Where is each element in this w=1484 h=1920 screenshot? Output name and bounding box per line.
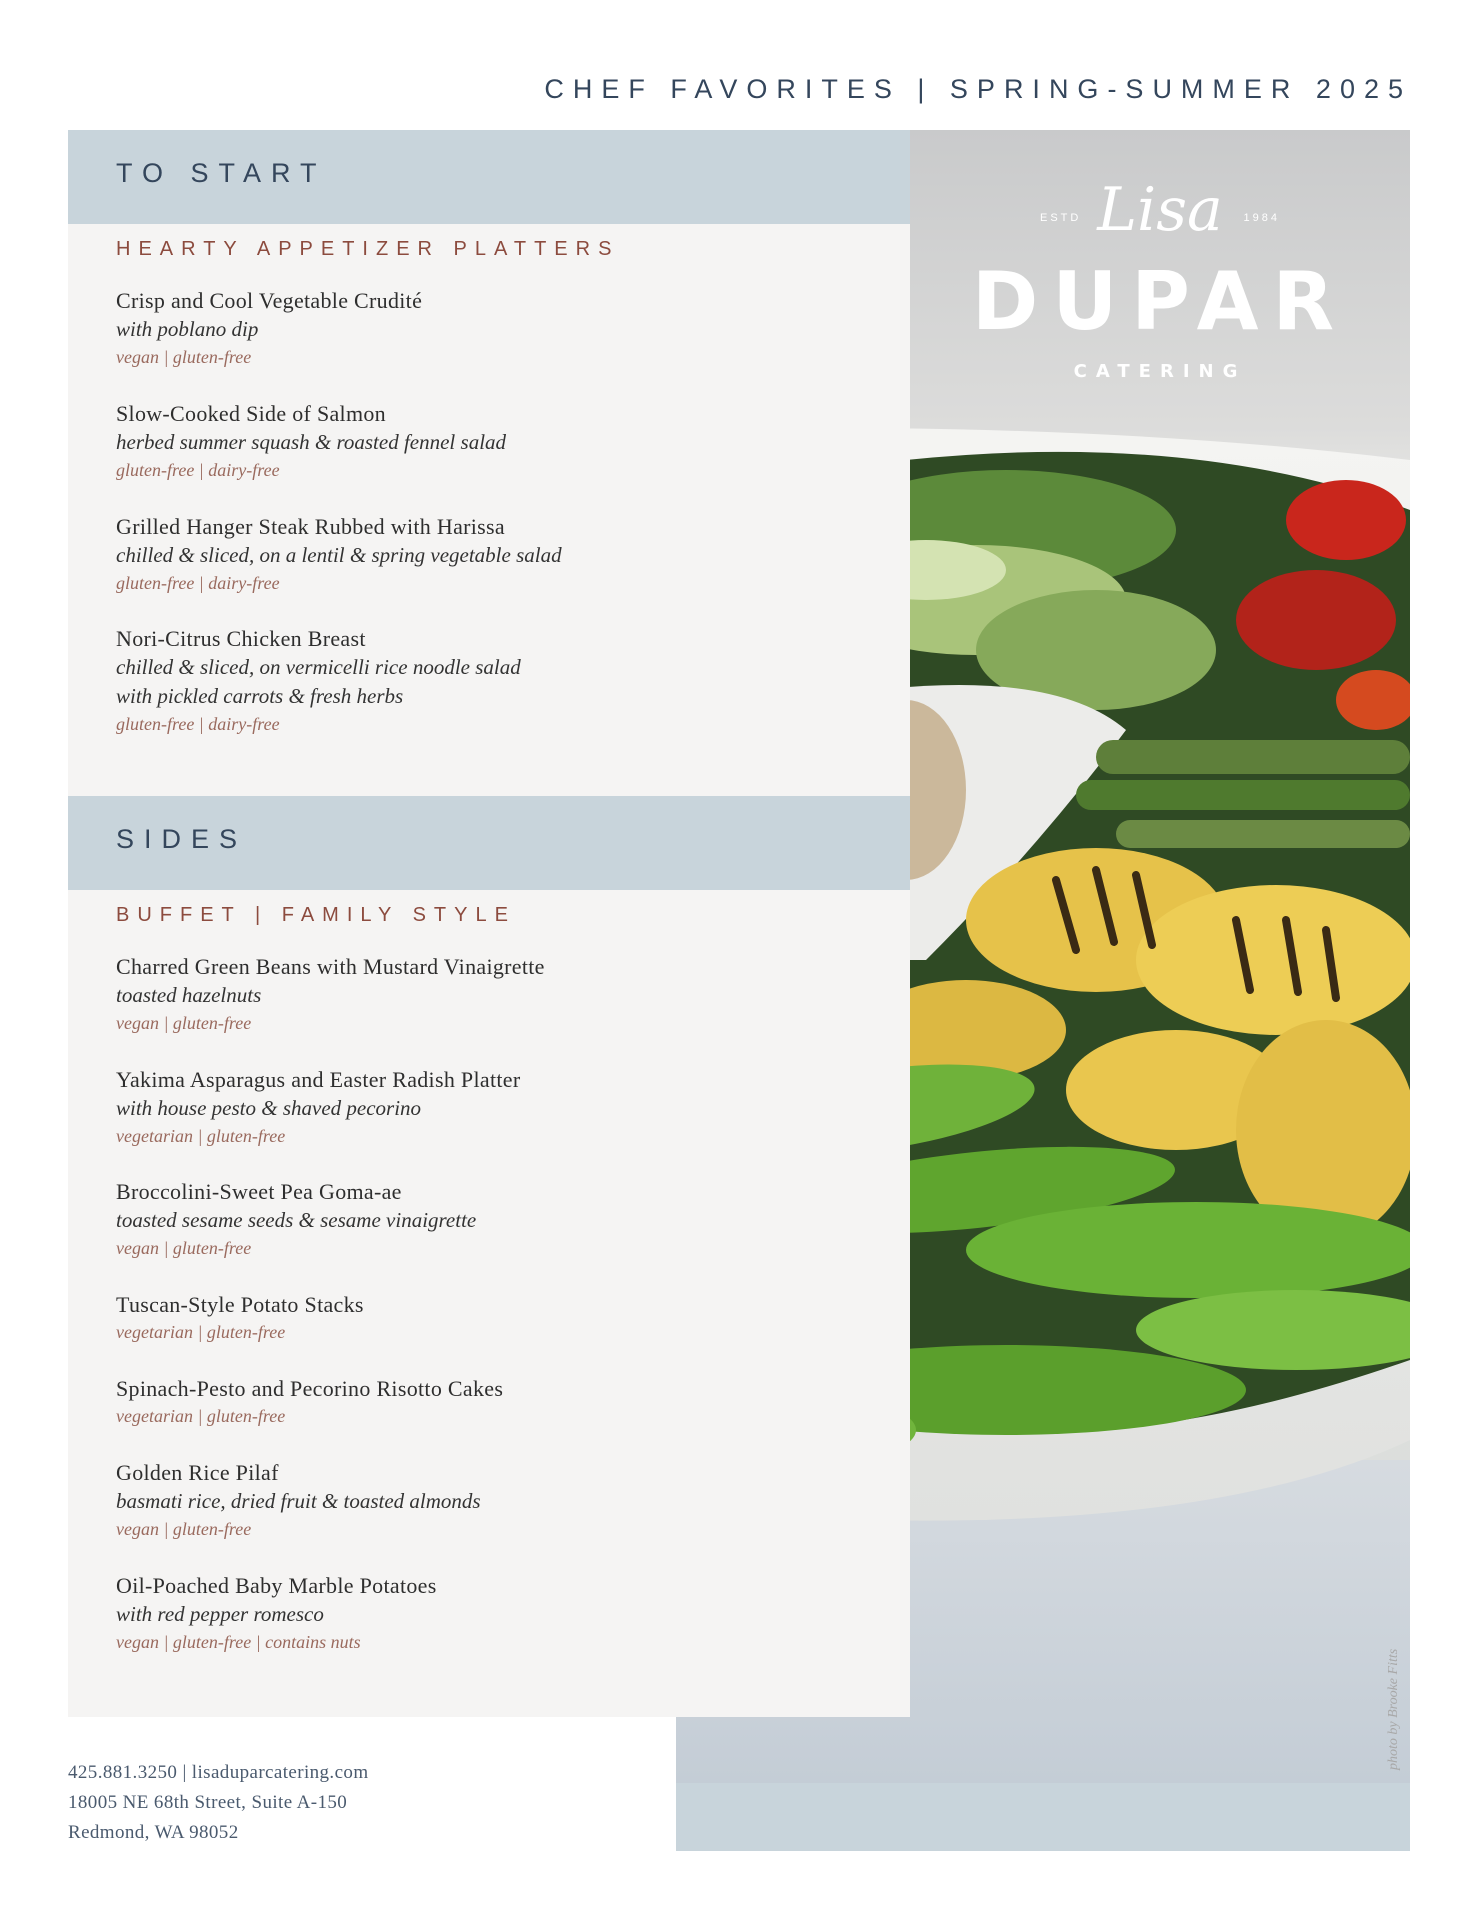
menu-item (116, 1065, 876, 1150)
menu-item (116, 1290, 876, 1346)
brand-name: DUPAR (971, 255, 1349, 348)
item-name: Tuscan-Style Potato Stacks (116, 1292, 364, 1317)
contact-footer (68, 1758, 369, 1848)
menu-item (116, 1177, 876, 1262)
menu-item (116, 1571, 876, 1656)
item-name: Nori-Citrus Chicken Breast (116, 626, 366, 651)
photo-credit: photo by Brooke Fitts (1386, 1648, 1401, 1770)
contact-address: 18005 NE 68th Street, Suite A-150 (68, 1792, 348, 1813)
item-description: with red pepper romesco (116, 1602, 324, 1626)
decorative-bar (676, 1783, 1410, 1851)
item-name: Oil-Poached Baby Marble Potatoes (116, 1573, 437, 1598)
menu-panel (68, 130, 910, 1717)
page-title: CHEF FAVORITES | SPRING-SUMMER 2025 (544, 74, 1412, 104)
brand-estd: ESTD (1040, 212, 1082, 224)
menu-item (116, 399, 876, 484)
item-description: toasted sesame seeds & sesame vinaigrette (116, 1208, 477, 1232)
item-name: Grilled Hanger Steak Rubbed with Harissa (116, 514, 505, 539)
section-subtitle: BUFFET | FAMILY STYLE (116, 904, 516, 926)
contact-phone-web: 425.881.3250 | lisaduparcatering.com (68, 1762, 369, 1783)
item-description: basmati rice, dried fruit & toasted almonds (116, 1489, 481, 1513)
item-name: Slow-Cooked Side of Salmon (116, 401, 386, 426)
item-tags: vegan | gluten-free (116, 1238, 252, 1258)
menu-item (116, 952, 876, 1037)
item-tags: gluten-free | dairy-free (116, 714, 280, 734)
item-name: Yakima Asparagus and Easter Radish Platter (116, 1067, 521, 1092)
item-tags: vegan | gluten-free (116, 347, 252, 367)
brand-year: 1984 (1243, 212, 1280, 224)
item-tags: vegetarian | gluten-free (116, 1406, 286, 1426)
item-tags: vegetarian | gluten-free (116, 1322, 286, 1342)
item-name: Golden Rice Pilaf (116, 1460, 279, 1485)
item-tags: vegan | gluten-free (116, 1013, 252, 1033)
section-title: TO START (116, 158, 327, 188)
item-description: with pickled carrots & fresh herbs (116, 684, 404, 708)
item-tags: vegetarian | gluten-free (116, 1126, 286, 1146)
item-name: Crisp and Cool Vegetable Crudité (116, 288, 423, 313)
section-header-sides (68, 796, 910, 890)
menu-item (116, 624, 876, 738)
item-tags: vegan | gluten-free (116, 1519, 252, 1539)
item-tags: gluten-free | dairy-free (116, 460, 280, 480)
item-tags: gluten-free | dairy-free (116, 573, 280, 593)
item-description: toasted hazelnuts (116, 983, 262, 1007)
section-header-to-start (68, 130, 910, 224)
brand-sub: CATERING (1073, 361, 1247, 382)
item-description: chilled & sliced, on vermicelli rice noodle salad (116, 655, 521, 679)
menu-item (116, 1458, 876, 1543)
item-name: Spinach-Pesto and Pecorino Risotto Cakes (116, 1376, 504, 1401)
item-description: chilled & sliced, on a lentil & spring vegetable salad (116, 543, 562, 567)
section-title: SIDES (116, 824, 248, 854)
menu-item (116, 286, 876, 371)
item-name: Charred Green Beans with Mustard Vinaigrette (116, 954, 545, 979)
item-description: with poblano dip (116, 317, 259, 341)
item-name: Broccolini-Sweet Pea Goma-ae (116, 1179, 402, 1204)
brand-script: Lisa (1097, 175, 1223, 245)
item-description: herbed summer squash & roasted fennel salad (116, 430, 507, 454)
item-description: with house pesto & shaved pecorino (116, 1096, 422, 1120)
menu-item (116, 512, 876, 597)
section-subtitle: HEARTY APPETIZER PLATTERS (116, 238, 620, 260)
item-tags: vegan | gluten-free | contains nuts (116, 1632, 361, 1652)
contact-city: Redmond, WA 98052 (68, 1822, 239, 1843)
menu-item (116, 1374, 876, 1430)
